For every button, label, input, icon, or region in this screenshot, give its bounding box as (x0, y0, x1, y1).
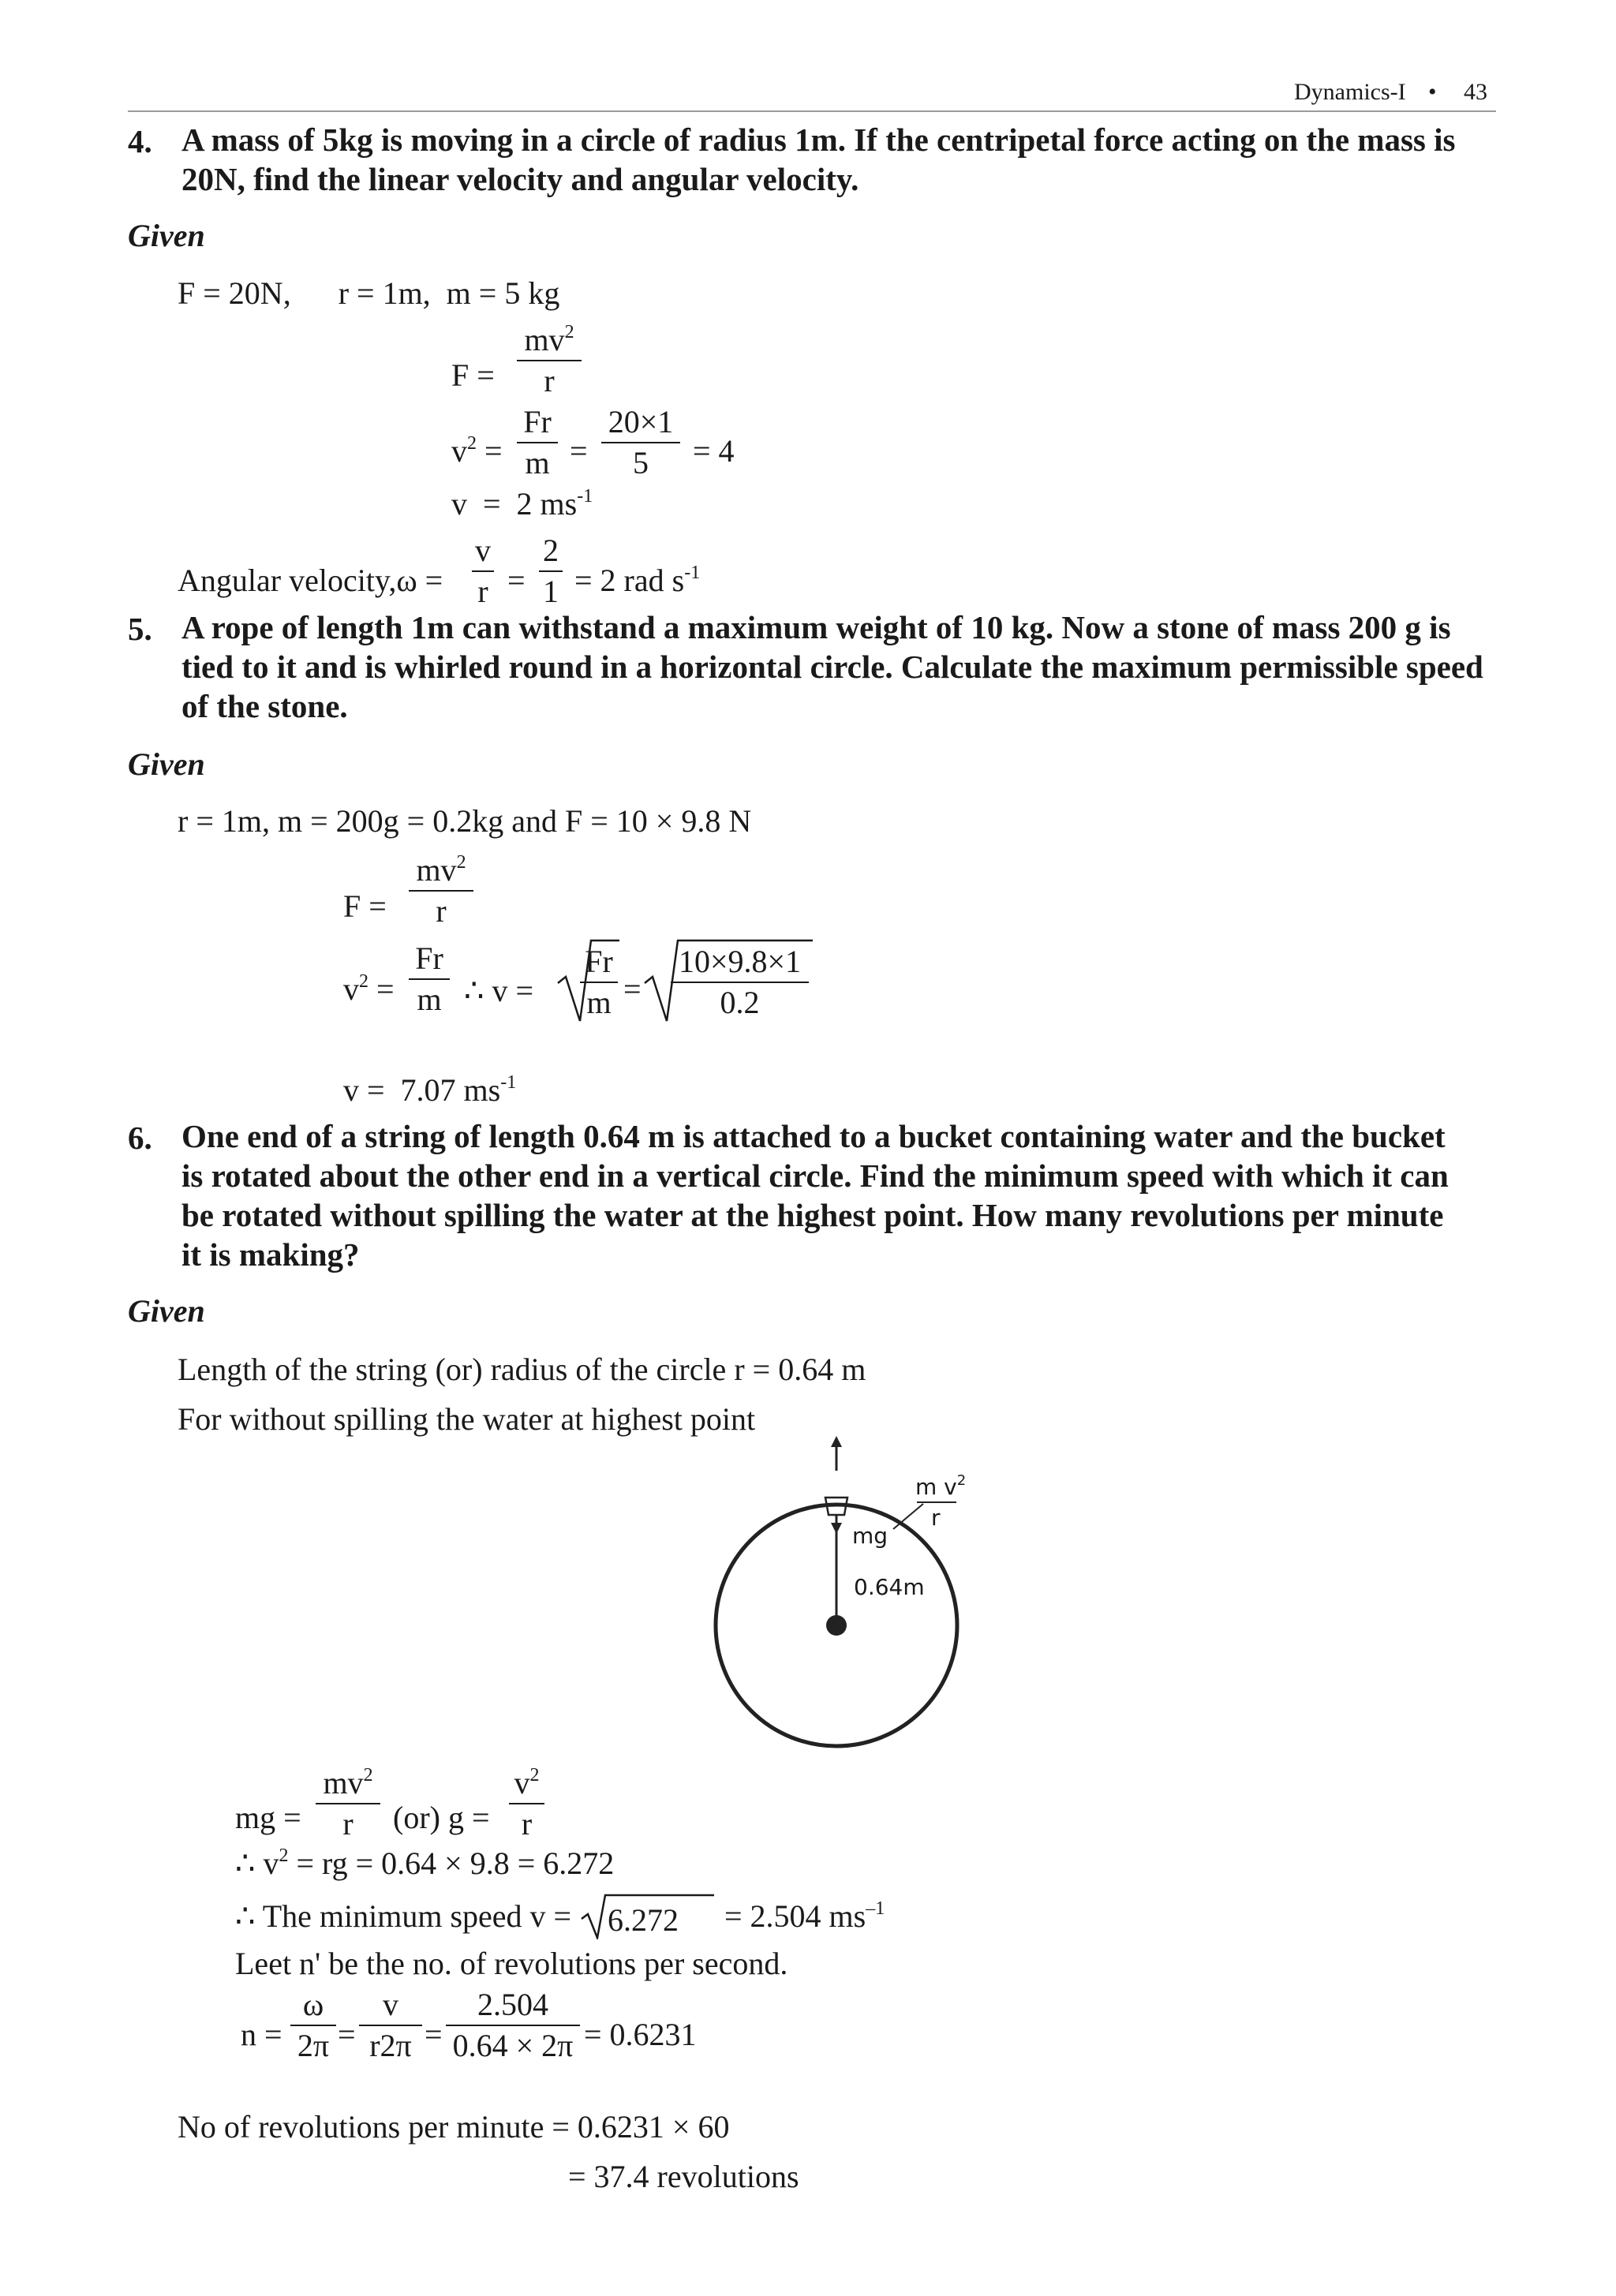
question-line: One end of a string of length 0.64 m is attached to a bucket containing water and the bucket (181, 1118, 1446, 1154)
equation-result: = 0.6231 (584, 2017, 697, 2052)
centripetal-force-denominator: r (931, 1505, 941, 1531)
equation-lhs: mg = (235, 1800, 301, 1835)
given-values: F = 20N, r = 1m, m = 5 kg (178, 275, 560, 311)
fraction: $mv^2$ r (316, 1765, 380, 1842)
fraction: v r2π (359, 1987, 422, 2064)
equation-line: ∴ The minimum speed v = (235, 1898, 572, 1934)
equals-sign: = (425, 2017, 443, 2052)
given-label: Given (128, 1293, 205, 1329)
equation-lhs: Angular velocity,ω = (178, 563, 443, 598)
chapter-title: Dynamics-I (1294, 79, 1406, 105)
equation-result: = 4 (693, 433, 735, 469)
given-values: r = 1m, m = 200g = 0.2kg and F = 10 × 9.8 N (178, 803, 752, 839)
text-line: No of revolutions per minute = 0.6231 × 60 (178, 2109, 730, 2145)
fraction: 20×1 5 (601, 404, 680, 481)
equals-sign: = (623, 971, 642, 1007)
equation-lhs: $v^2$ = (343, 971, 395, 1007)
equation-lhs: F = (451, 357, 495, 393)
fraction: Fr m (580, 944, 618, 1021)
question-line: is rotated about the other end in a vertical circle. Find the minimum speed with which it can (181, 1157, 1449, 1194)
header-rule (128, 110, 1496, 112)
question-line: A mass of 5kg is moving in a circle of radius 1m. If the centripetal force acting on the mass is (181, 122, 1456, 158)
weight-label: mg (852, 1523, 888, 1549)
text-line: Leet n' be the no. of revolutions per second. (235, 1946, 788, 1981)
problem-number: 4. (128, 123, 152, 159)
question-line: it is making? (181, 1236, 360, 1273)
equals-sign: = (570, 433, 588, 469)
problem-number: 5. (128, 611, 152, 647)
equation-line: v = 2 $ms^{-1}$ (451, 486, 593, 522)
equation-lhs: F = (343, 888, 387, 924)
fraction: $mv^2$ r (517, 322, 582, 399)
page-number: 43 (1464, 79, 1487, 105)
therefore-v: ∴ v = (464, 973, 534, 1008)
fraction: 2 1 (539, 533, 563, 610)
radius-label: 0.64m (854, 1574, 925, 1600)
equals-sign: = (338, 2017, 356, 2052)
given-label: Given (128, 218, 205, 253)
fraction: Fr m (517, 404, 558, 481)
given-condition: For without spilling the water at highest point (178, 1401, 756, 1437)
centripetal-force-label: m $v^2$ (915, 1472, 967, 1500)
question-line: 20N, find the linear velocity and angular velocity. (181, 161, 859, 197)
equation-result: = 2.504 $ms^{-1}$ (724, 1898, 885, 1934)
question-line: of the stone. (181, 688, 348, 724)
fraction: v r (472, 533, 494, 610)
equation-line: ∴ $v^2$ = rg = 0.64 × 9.8 = 6.272 (235, 1845, 615, 1881)
equation-lhs: n = (241, 2017, 282, 2052)
question-line: tied to it and is whirled round in a horizontal circle. Calculate the maximum permissible speed (181, 649, 1483, 685)
fraction: $v^2$ r (509, 1765, 544, 1842)
question-line: be rotated without spilling the water at the highest point. How many revolutions per minute (181, 1197, 1444, 1233)
given-label: Given (128, 746, 205, 782)
given-values: Length of the string (or) radius of the circle r = 0.64 m (178, 1352, 866, 1387)
fraction: $mv^2$ r (409, 852, 473, 929)
equals-sign: = (507, 563, 526, 598)
fraction: 10×9.8×1 0.2 (671, 944, 809, 1021)
problem-number: 6. (128, 1120, 152, 1156)
or-text: (or) g = (393, 1800, 490, 1835)
equation-line: v = 7.07 $ms^{-1}$ (343, 1072, 517, 1108)
question-line: A rope of length 1m can withstand a maximum weight of 10 kg. Now a stone of mass 200 g is (181, 609, 1451, 645)
fraction: ω 2π (290, 1987, 336, 2064)
equation-result: = 2 rad $s^{-1}$ (574, 563, 701, 598)
sqrt-value: 6.272 (608, 1902, 679, 1938)
equation-lhs: $v^2$ = (451, 433, 503, 469)
fraction: Fr m (409, 940, 450, 1018)
fraction: 2.504 0.64 × 2π (446, 1987, 580, 2064)
final-result: = 37.4 revolutions (568, 2159, 799, 2194)
header-bullet: • (1428, 79, 1437, 105)
